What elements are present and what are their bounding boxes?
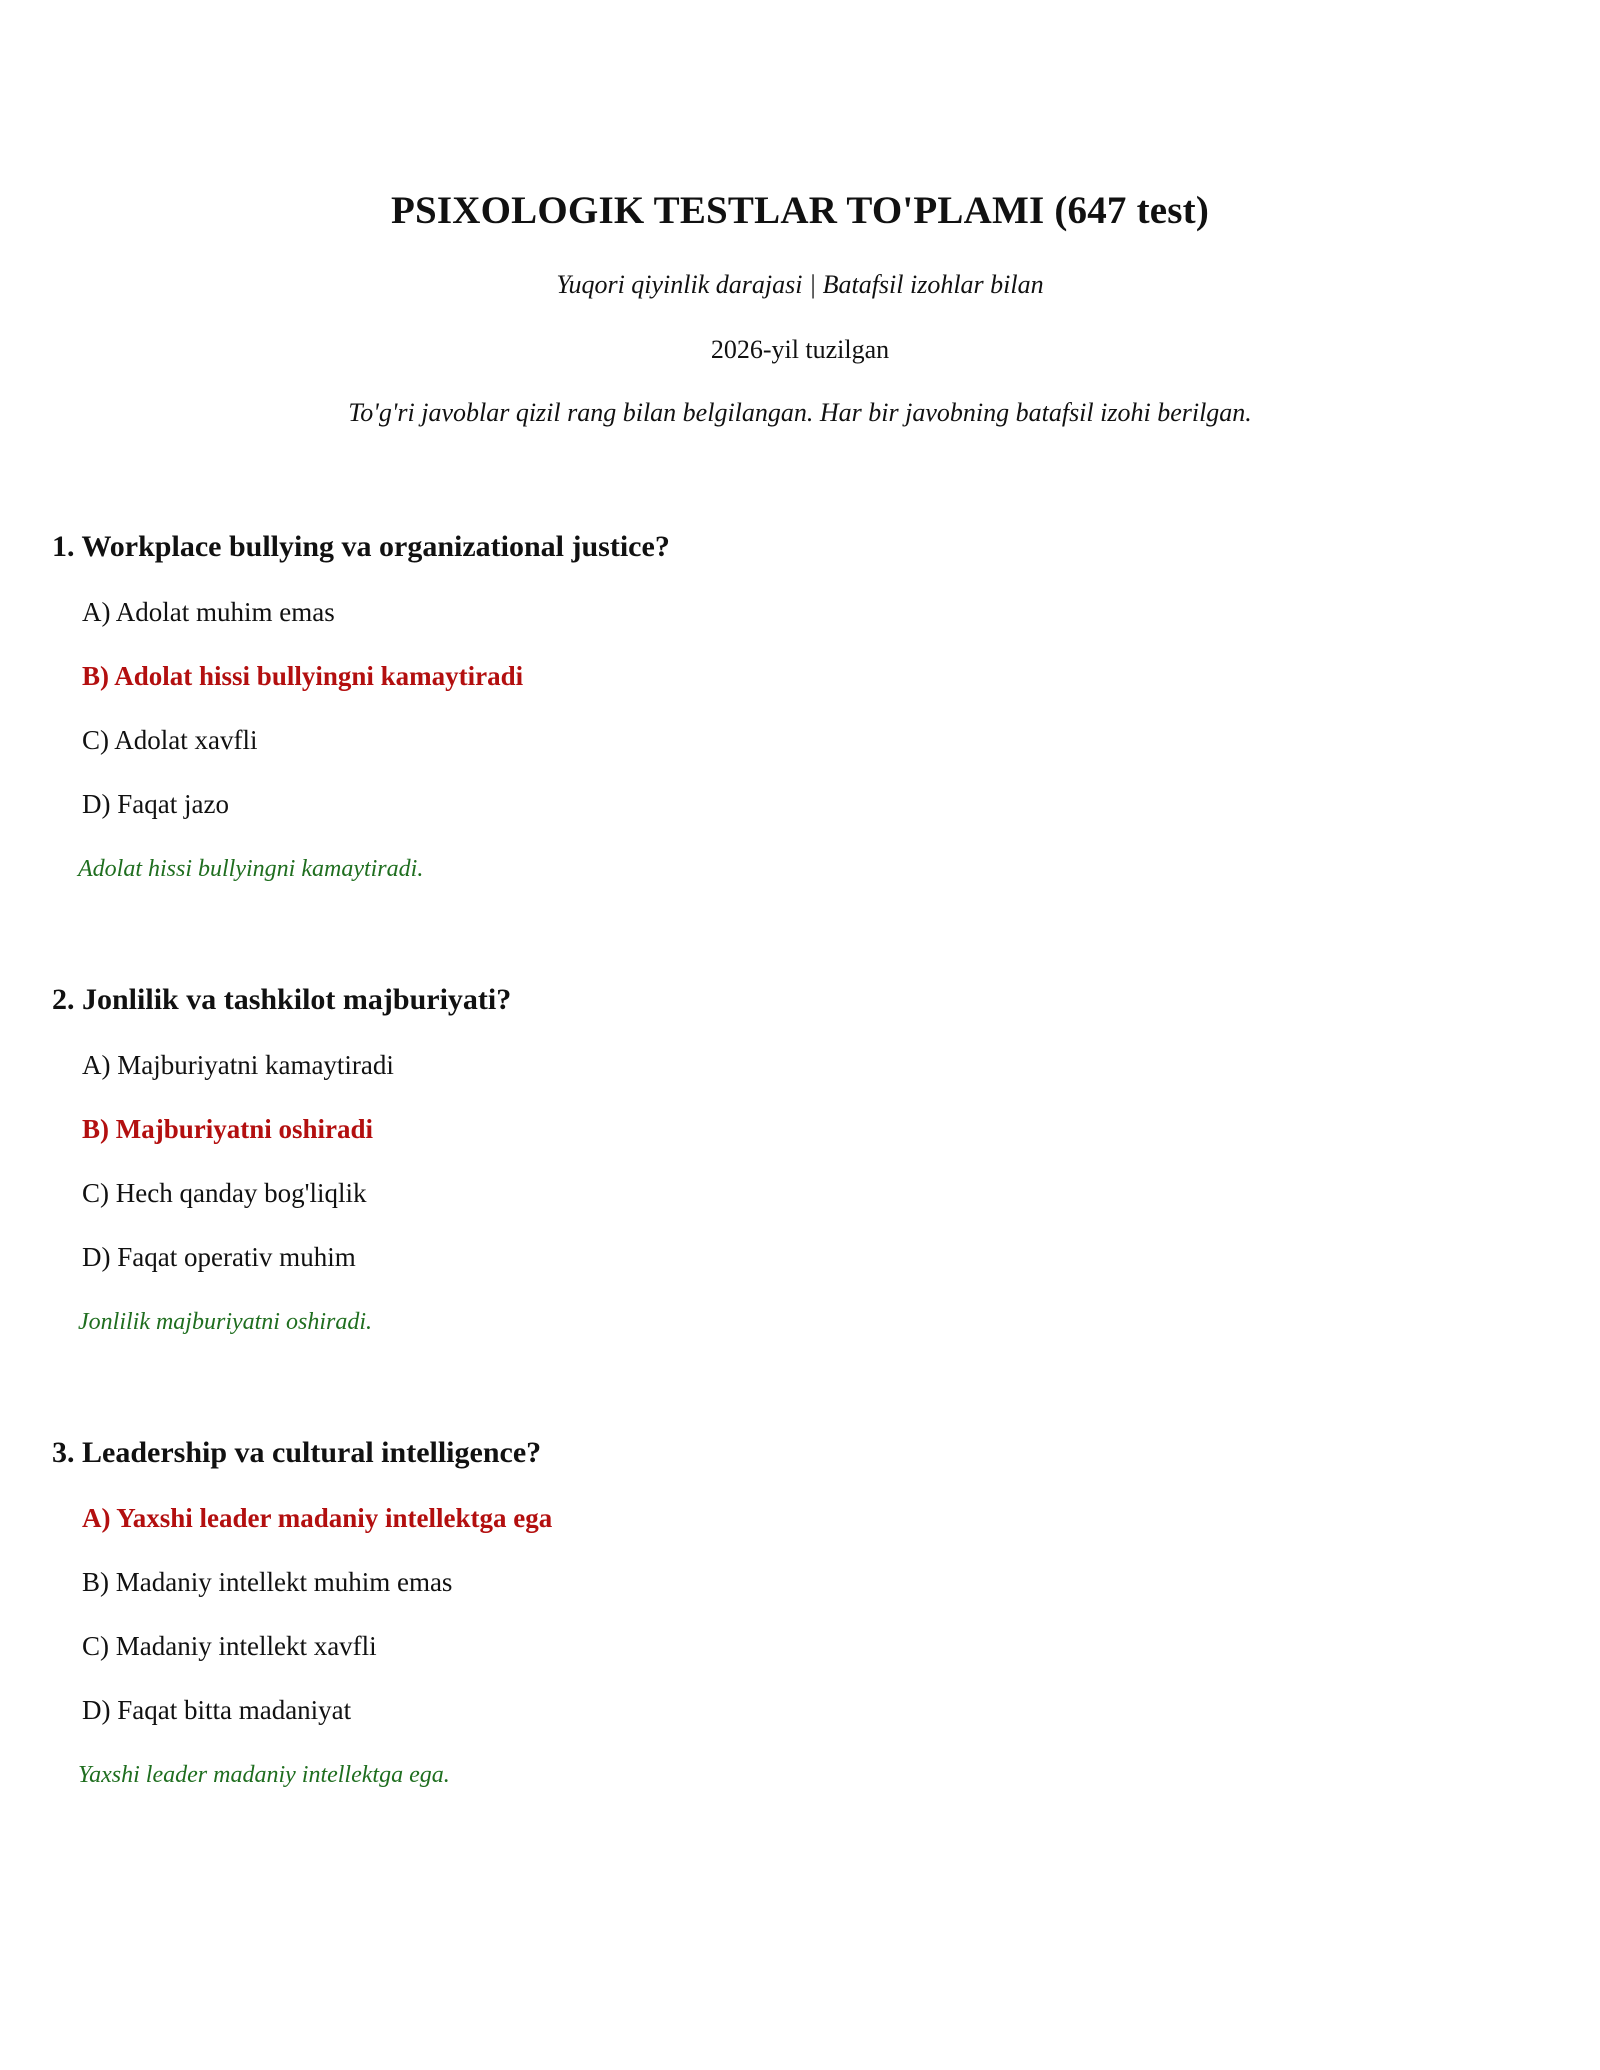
answer-option-correct: A) Yaxshi leader madaniy intellektga ega (82, 1503, 553, 1533)
answer-option: D) Faqat bitta madaniyat (82, 1695, 352, 1725)
answer-option: A) Adolat muhim emas (82, 597, 335, 627)
answer-option-correct: B) Majburiyatni oshiradi (82, 1114, 374, 1144)
document-title: PSIXOLOGIK TESTLAR TO'PLAMI (647 test) (390, 189, 1210, 232)
question-title: 3. Leadership va cultural intelligence? (52, 1436, 542, 1469)
answer-option: C) Adolat xavfli (82, 725, 258, 755)
question-title: 2. Jonlilik va tashkilot majburiyati? (52, 983, 512, 1016)
answer-option: C) Madaniy intellekt xavfli (82, 1631, 377, 1661)
answer-explanation: Jonlilik majburiyatni oshiradi. (78, 1309, 372, 1335)
document-note: To'g'ri javoblar qizil rang bilan belgilangan. Har bir javobning batafsil izohi berilgan. (348, 398, 1252, 427)
answer-explanation: Adolat hissi bullyingni kamaytiradi. (78, 856, 424, 882)
answer-option: D) Faqat jazo (82, 789, 229, 819)
document-year: 2026-yil tuzilgan (710, 335, 890, 364)
document-subtitle: Yuqori qiyinlik darajasi | Batafsil izohlar bilan (556, 270, 1044, 299)
answer-explanation: Yaxshi leader madaniy intellektga ega. (78, 1762, 450, 1788)
answer-option: A) Majburiyatni kamaytiradi (82, 1050, 394, 1080)
answer-option: D) Faqat operativ muhim (82, 1242, 356, 1272)
answer-option: C) Hech qanday bog'liqlik (82, 1178, 367, 1208)
answer-option-correct: B) Adolat hissi bullyingni kamaytiradi (82, 661, 524, 691)
answer-option: B) Madaniy intellekt muhim emas (82, 1567, 453, 1597)
question-title: 1. Workplace bullying va organizational justice? (52, 530, 670, 563)
